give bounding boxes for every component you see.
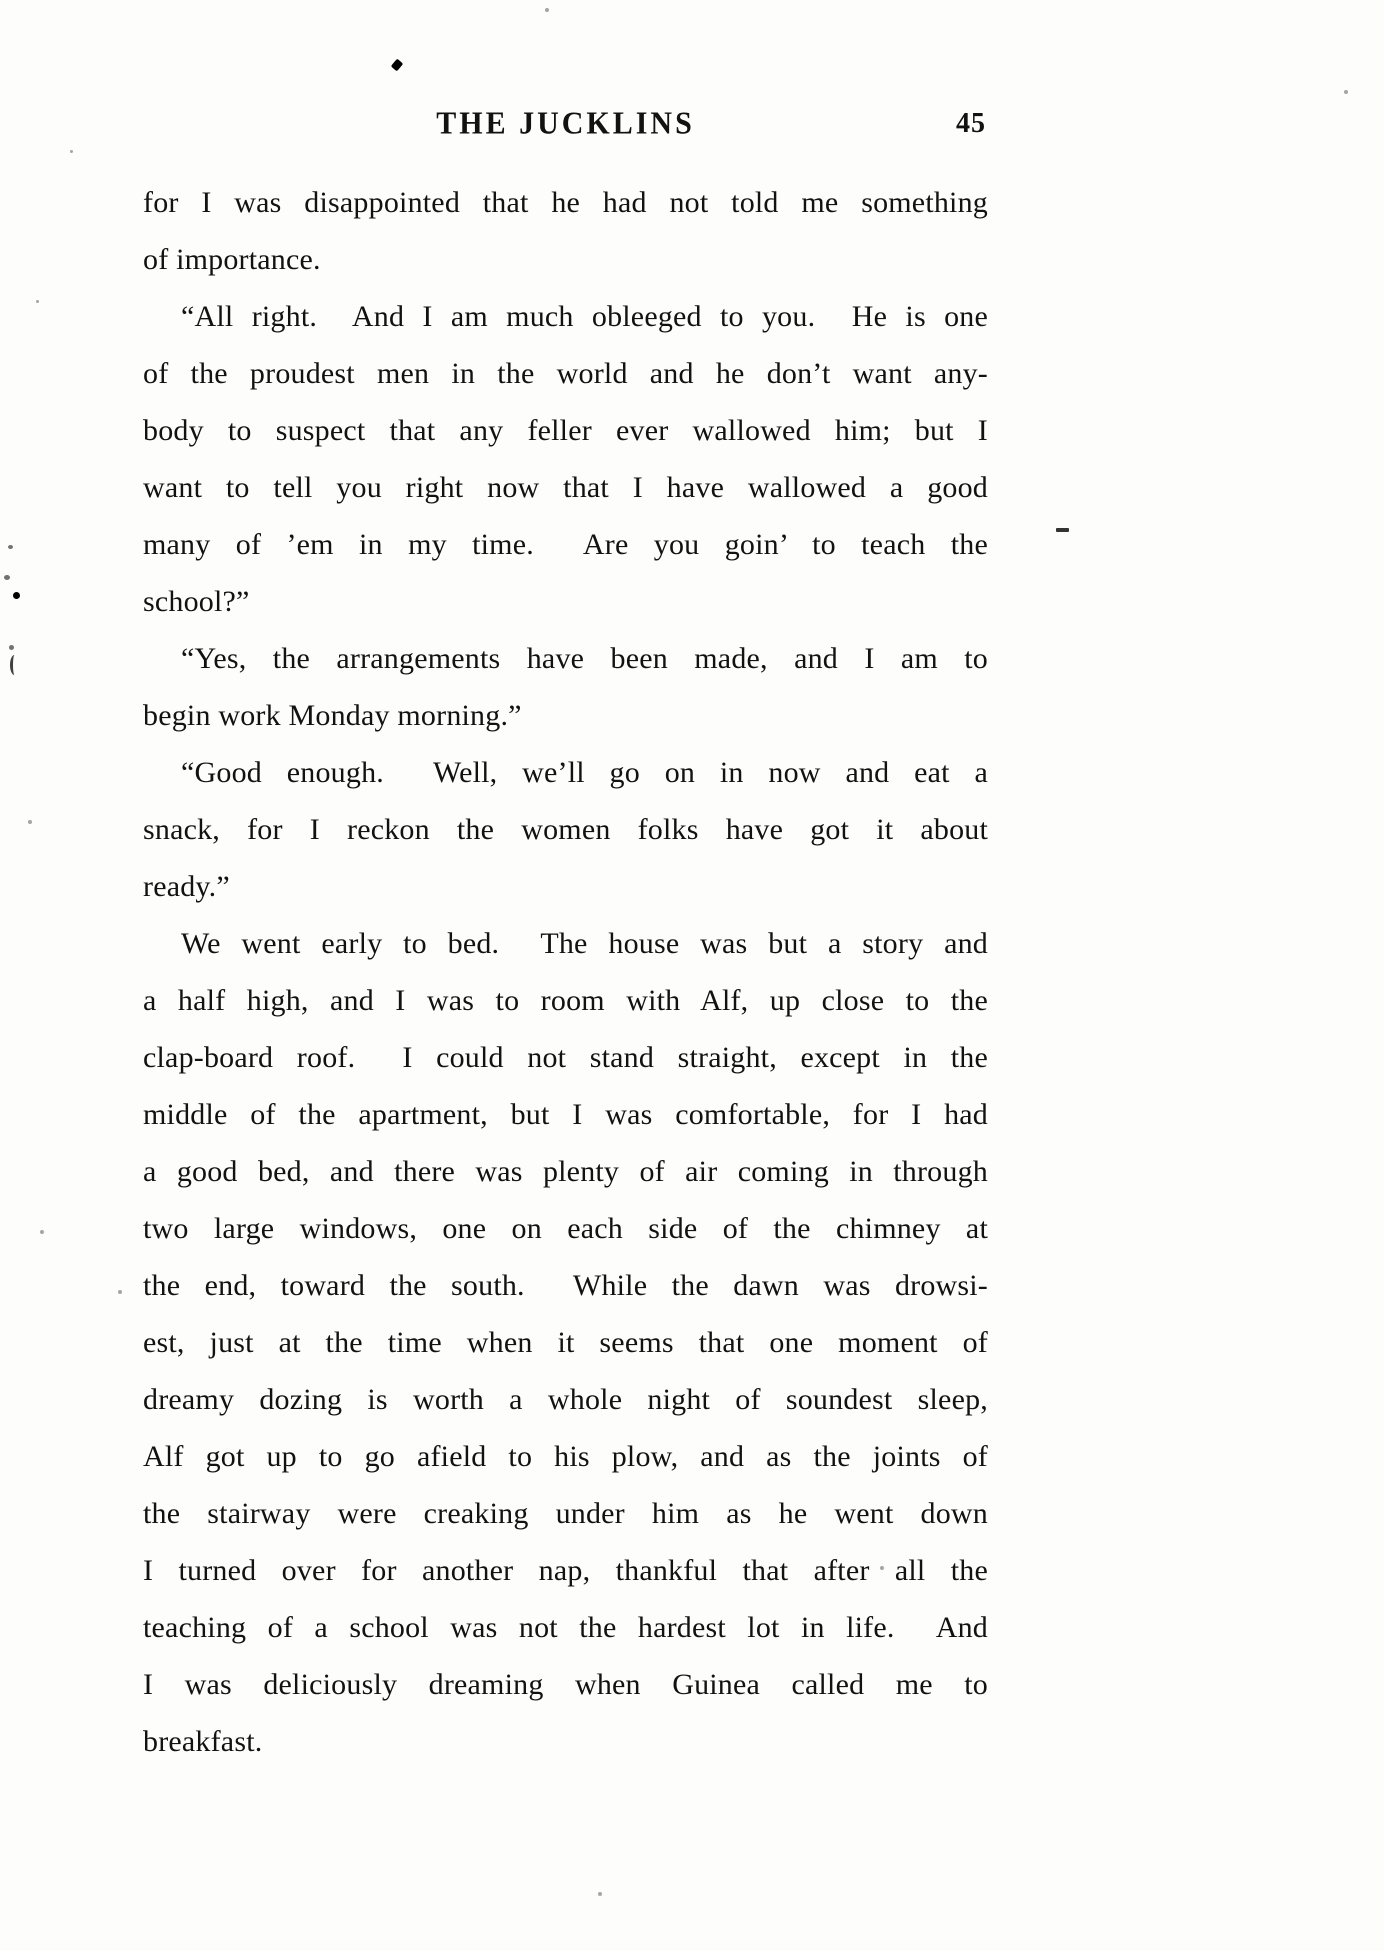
scan-speck	[8, 545, 13, 549]
scan-speck	[36, 300, 39, 303]
text-line: want to tell you right now that I have wallowed a good	[143, 471, 988, 504]
text-line: “Good enough. Well, we’ll go on in now and eat a	[181, 756, 988, 789]
text-line: two large windows, one on each side of the chimney at	[143, 1212, 988, 1245]
scan-speck	[391, 59, 404, 72]
scan-speck	[10, 655, 19, 675]
text-line: of the proudest men in the world and he don’t want any-	[143, 357, 988, 390]
page-header	[143, 104, 988, 158]
text-line: snack, for I reckon the women folks have got it about	[143, 813, 988, 846]
running-title: THE JUCKLINS	[436, 106, 695, 141]
text-line: for I was disappointed that he had not told me something	[143, 186, 988, 219]
text-line: breakfast.	[143, 1725, 263, 1758]
scan-speck	[28, 820, 32, 824]
text-line: many of ’em in my time. Are you goin’ to teach the	[143, 528, 988, 561]
text-line: est, just at the time when it seems that one moment of	[143, 1326, 988, 1359]
text-line: I was deliciously dreaming when Guinea called me to	[143, 1668, 988, 1701]
text-line: school?”	[143, 585, 250, 618]
text-line: “Yes, the arrangements have been made, and I am to	[181, 642, 988, 675]
text-line: Alf got up to go afield to his plow, and as the joints of	[143, 1440, 988, 1473]
text-line: the end, toward the south. While the dawn was drowsi-	[143, 1269, 988, 1302]
scan-speck	[1056, 528, 1069, 532]
text-block	[143, 104, 988, 1770]
scan-speck	[1344, 90, 1348, 94]
text-line: a half high, and I was to room with Alf, up close to the	[143, 984, 988, 1017]
scan-speck	[13, 592, 20, 599]
scan-speck	[598, 1892, 602, 1896]
scan-speck	[40, 1230, 44, 1234]
scan-speck	[545, 8, 549, 12]
text-line: the stairway were creaking under him as he went down	[143, 1497, 988, 1530]
text-line: of importance.	[143, 243, 321, 276]
text-line: clap-board roof. I could not stand straight, except in the	[143, 1041, 988, 1074]
text-line: body to suspect that any feller ever wallowed him; but I	[143, 414, 988, 447]
page-body	[143, 174, 988, 1770]
text-line: dreamy dozing is worth a whole night of soundest sleep,	[143, 1383, 988, 1416]
scan-speck	[118, 1290, 122, 1294]
text-line: I turned over for another nap, thankful that after all the	[143, 1554, 988, 1587]
text-line: We went early to bed. The house was but a story and	[181, 927, 988, 960]
text-line: teaching of a school was not the hardest lot in life. And	[143, 1611, 988, 1644]
scan-speck	[4, 575, 10, 580]
text-line: a good bed, and there was plenty of air coming in through	[143, 1155, 988, 1188]
text-line: “All right. And I am much obleeged to you. He is one	[181, 300, 988, 333]
text-line: ready.”	[143, 870, 230, 903]
text-line: middle of the apartment, but I was comfortable, for I had	[143, 1098, 988, 1131]
scan-speck	[880, 1566, 884, 1570]
scan-speck	[9, 645, 14, 650]
page-number: 45	[956, 108, 986, 139]
text-line: begin work Monday morning.”	[143, 699, 522, 732]
scan-speck	[70, 150, 73, 153]
